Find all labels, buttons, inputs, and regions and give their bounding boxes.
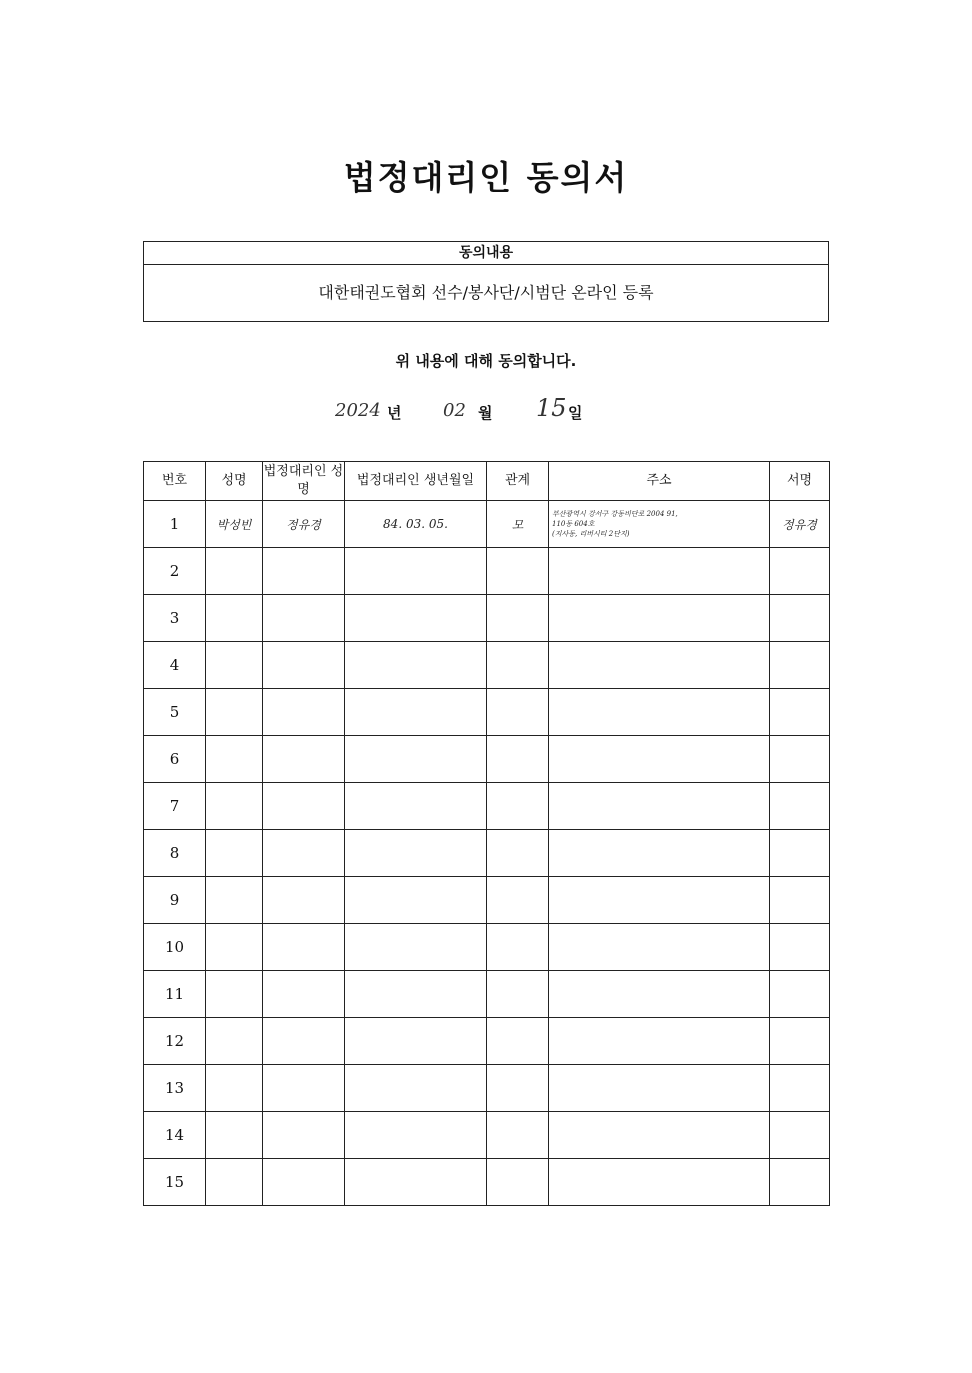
relation-cell <box>487 1159 549 1206</box>
agreement-statement: 위 내용에 대해 동의합니다. <box>395 352 577 370</box>
student-name-cell <box>206 830 263 877</box>
year-label: 년 <box>387 404 402 422</box>
relation-cell <box>487 689 549 736</box>
guardian-birth-cell <box>345 595 487 642</box>
guardian-birth-cell <box>345 877 487 924</box>
table-row <box>144 501 830 548</box>
row-number: 5 <box>144 689 206 736</box>
address-cell <box>549 736 770 783</box>
row-number: 6 <box>144 736 206 783</box>
row-number: 13 <box>144 1065 206 1112</box>
guardian-birth-cell <box>345 548 487 595</box>
signature-cell: 정유경 <box>770 501 830 548</box>
row-number: 12 <box>144 1018 206 1065</box>
table-row <box>144 548 830 595</box>
table-row <box>144 877 830 924</box>
guardian-birth-cell <box>345 1018 487 1065</box>
guardian-name-cell: 정유경 <box>263 501 345 548</box>
guardian-birth-cell <box>345 689 487 736</box>
signature-cell <box>770 736 830 783</box>
header-signature: 서명 <box>770 462 830 501</box>
student-name-cell <box>206 924 263 971</box>
address-cell <box>549 877 770 924</box>
signature-cell <box>770 877 830 924</box>
guardian-name-cell <box>263 877 345 924</box>
guardian-name-cell <box>263 1018 345 1065</box>
signature-cell <box>770 1159 830 1206</box>
header-address: 주소 <box>549 462 770 501</box>
student-name-cell <box>206 1112 263 1159</box>
signature-cell <box>770 924 830 971</box>
table-row <box>144 595 830 642</box>
relation-cell <box>487 924 549 971</box>
header-name: 성명 <box>206 462 263 501</box>
month-value: 02 <box>443 400 466 421</box>
row-number: 14 <box>144 1112 206 1159</box>
table-row <box>144 642 830 689</box>
guardian-name-cell <box>263 642 345 689</box>
guardian-name-cell <box>263 595 345 642</box>
guardian-name-cell <box>263 736 345 783</box>
signature-cell <box>770 548 830 595</box>
header-guardian-birth: 법정대리인 생년월일 <box>345 462 487 501</box>
relation-cell <box>487 736 549 783</box>
student-name-cell <box>206 1065 263 1112</box>
student-name-cell <box>206 642 263 689</box>
day-label: 일 <box>568 404 583 422</box>
signature-cell <box>770 595 830 642</box>
relation-cell <box>487 548 549 595</box>
row-number: 8 <box>144 830 206 877</box>
relation-cell <box>487 595 549 642</box>
table-row <box>144 1065 830 1112</box>
guardian-name-cell <box>263 689 345 736</box>
address-line: (지사동, 리버시티 2단지) <box>552 530 630 538</box>
signature-cell <box>770 689 830 736</box>
guardian-birth-cell <box>345 1112 487 1159</box>
address-cell <box>549 1159 770 1206</box>
signature-cell <box>770 971 830 1018</box>
guardian-birth-cell: 84. 03. 05. <box>345 501 487 548</box>
address-cell <box>549 1018 770 1065</box>
address-cell <box>549 1065 770 1112</box>
relation-cell <box>487 830 549 877</box>
table-row <box>144 830 830 877</box>
row-number: 9 <box>144 877 206 924</box>
row-number: 15 <box>144 1159 206 1206</box>
address-cell <box>549 783 770 830</box>
row-number: 10 <box>144 924 206 971</box>
address-cell <box>549 924 770 971</box>
address-cell <box>549 642 770 689</box>
student-name-cell: 박성빈 <box>206 501 263 548</box>
row-number: 2 <box>144 548 206 595</box>
address-line: 부산광역시 강서구 강동비단로 2004 91, <box>552 510 678 518</box>
signature-cell <box>770 1018 830 1065</box>
header-relation: 관계 <box>487 462 549 501</box>
relation-cell <box>487 1112 549 1159</box>
student-name-cell <box>206 1018 263 1065</box>
table-row <box>144 689 830 736</box>
student-name-cell <box>206 971 263 1018</box>
address-cell <box>549 548 770 595</box>
relation-cell <box>487 971 549 1018</box>
table-row <box>144 971 830 1018</box>
student-name-cell <box>206 1159 263 1206</box>
guardian-name-cell <box>263 548 345 595</box>
table-row <box>144 1159 830 1206</box>
header-guardian-name: 법정대리인 성명 <box>263 462 345 501</box>
row-number: 7 <box>144 783 206 830</box>
month-label: 월 <box>478 404 493 422</box>
guardian-birth-cell <box>345 971 487 1018</box>
signature-cell <box>770 1112 830 1159</box>
relation-cell <box>487 783 549 830</box>
table-row <box>144 1018 830 1065</box>
guardian-name-cell <box>263 783 345 830</box>
address-line: 110동 604호 <box>552 520 595 528</box>
guardian-birth-cell <box>345 642 487 689</box>
row-number: 1 <box>144 501 206 548</box>
table-row <box>144 1112 830 1159</box>
consent-body: 대한태권도협회 선수/봉사단/시범단 온라인 등록 <box>318 283 654 302</box>
relation-cell <box>487 1065 549 1112</box>
guardian-birth-cell <box>345 1065 487 1112</box>
address-cell <box>549 501 770 548</box>
address-cell <box>549 595 770 642</box>
student-name-cell <box>206 689 263 736</box>
guardian-name-cell <box>263 924 345 971</box>
year-value: 2024 <box>335 400 381 421</box>
student-name-cell <box>206 548 263 595</box>
student-name-cell <box>206 736 263 783</box>
consent-box <box>143 241 829 322</box>
guardian-birth-cell <box>345 783 487 830</box>
day-value: 15 <box>536 394 567 422</box>
header-number: 번호 <box>144 462 206 501</box>
guardian-name-cell <box>263 830 345 877</box>
date-line <box>330 392 650 432</box>
guardian-name-cell <box>263 971 345 1018</box>
guardian-table <box>143 461 830 1206</box>
signature-cell <box>770 1065 830 1112</box>
row-number: 3 <box>144 595 206 642</box>
relation-cell <box>487 877 549 924</box>
consent-header: 동의내용 <box>144 242 828 265</box>
signature-cell <box>770 642 830 689</box>
signature-cell <box>770 783 830 830</box>
guardian-birth-cell <box>345 830 487 877</box>
address-cell <box>549 830 770 877</box>
table-row <box>144 924 830 971</box>
guardian-birth-cell <box>345 736 487 783</box>
guardian-name-cell <box>263 1065 345 1112</box>
table-row <box>144 783 830 830</box>
document-title: 법정대리인 동의서 <box>343 158 629 197</box>
relation-cell: 모 <box>487 501 549 548</box>
address-cell <box>549 689 770 736</box>
table-row <box>144 736 830 783</box>
student-name-cell <box>206 783 263 830</box>
row-number: 11 <box>144 971 206 1018</box>
student-name-cell <box>206 595 263 642</box>
guardian-name-cell <box>263 1159 345 1206</box>
table-header-row <box>144 462 830 501</box>
row-number: 4 <box>144 642 206 689</box>
address-cell <box>549 1112 770 1159</box>
student-name-cell <box>206 877 263 924</box>
relation-cell <box>487 1018 549 1065</box>
guardian-birth-cell <box>345 1159 487 1206</box>
signature-cell <box>770 830 830 877</box>
address-cell <box>549 971 770 1018</box>
relation-cell <box>487 642 549 689</box>
guardian-birth-cell <box>345 924 487 971</box>
guardian-name-cell <box>263 1112 345 1159</box>
